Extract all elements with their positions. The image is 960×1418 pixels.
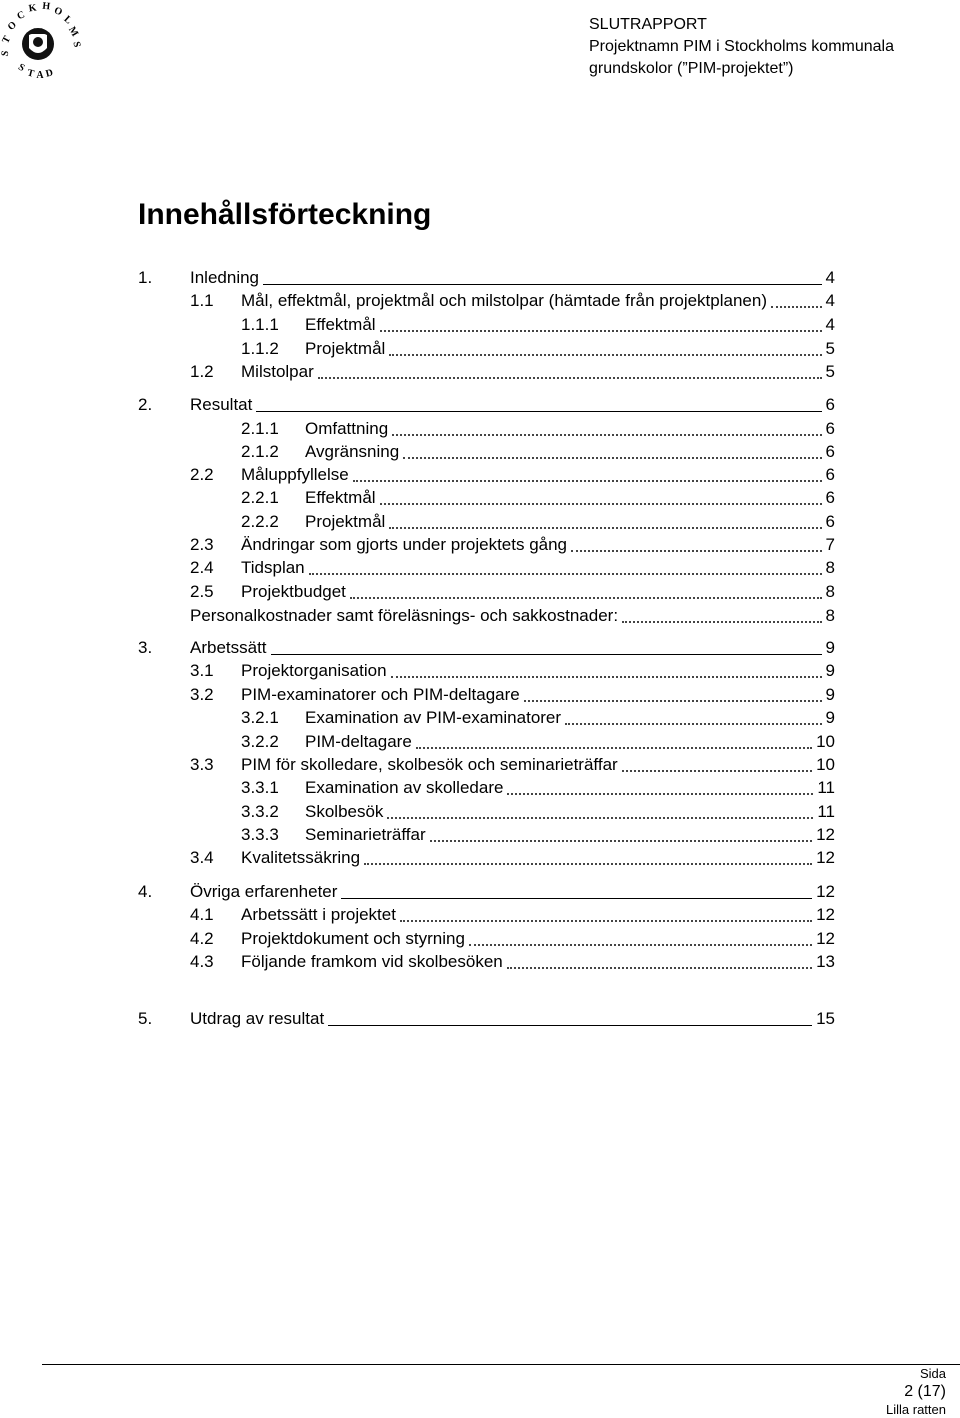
toc-entry[interactable] [241, 313, 835, 337]
svg-text:S: S [0, 49, 12, 58]
toc-entry-number: 3. [138, 638, 153, 657]
svg-text:H: H [41, 0, 51, 13]
toc-entry[interactable] [241, 800, 835, 824]
toc-entry-title: Projektorganisation [241, 661, 387, 680]
toc-entry-number: 3.2.1 [241, 708, 279, 727]
toc-entry-title: Måluppfyllelse [241, 465, 349, 484]
toc-entry[interactable] [241, 337, 835, 361]
toc-entry-title: Inledning [190, 268, 260, 287]
toc-leader-dots [565, 706, 822, 725]
toc-entry[interactable] [190, 659, 835, 683]
svg-text:M: M [66, 24, 81, 39]
toc-entry-page: 5 [825, 362, 835, 381]
toc-entry[interactable] [138, 880, 835, 904]
toc-entry-title: Ändringar som gjorts under projektets gång [241, 535, 568, 554]
toc-entry-page: 12 [816, 882, 835, 901]
toc-entry-title: Examination av skolledare [305, 778, 504, 797]
toc-entry-number: 2.3 [190, 535, 214, 554]
toc-entry-number: 3.2.2 [241, 732, 279, 751]
toc-entry[interactable] [190, 846, 835, 870]
toc-entry-page: 10 [816, 732, 835, 751]
svg-text:T: T [26, 67, 36, 80]
toc-entry-page: 6 [825, 395, 835, 414]
svg-text:T: T [0, 34, 14, 46]
svg-text:D: D [44, 67, 55, 80]
toc-entry[interactable] [190, 533, 835, 557]
toc-entry[interactable] [241, 730, 835, 754]
toc-entry-number: 1.2 [190, 362, 214, 381]
toc-entry-number: 1. [138, 268, 153, 287]
toc-entry-title: Kvalitetssäkring [241, 848, 361, 867]
toc-entry-page: 7 [825, 535, 835, 554]
toc-leader-dots [771, 289, 822, 308]
svg-text:L: L [61, 13, 74, 27]
toc-entry-title: PIM för skolledare, skolbesök och seminarieträffar [241, 755, 618, 774]
toc-entry-title: Projektdokument och styrning [241, 929, 465, 948]
toc-entry[interactable] [241, 776, 835, 800]
toc-leader-dots [380, 313, 822, 332]
toc-entry-page: 6 [825, 419, 835, 438]
toc-entry[interactable] [190, 753, 835, 777]
report-header [589, 14, 949, 80]
page-number: 2 (17) [904, 1383, 946, 1400]
toc-entry-number: 1.1.1 [241, 315, 279, 334]
toc-entry-page: 4 [825, 315, 835, 334]
toc-entry[interactable] [190, 289, 835, 313]
toc-entry-number: 2.1.2 [241, 442, 279, 461]
toc-entry-page: 4 [825, 291, 835, 310]
toc-entry-title: Milstolpar [241, 362, 314, 381]
toc-leader-dots [353, 463, 822, 482]
toc-leader-dots [389, 337, 822, 356]
toc-leader-dots [400, 903, 812, 922]
toc-entry-number: 3.3.1 [241, 778, 279, 797]
toc-entry[interactable] [190, 604, 835, 628]
svg-text:K: K [28, 2, 38, 15]
toc-leader-dots [389, 510, 822, 529]
toc-entry[interactable] [138, 636, 835, 660]
toc-entry-page: 6 [825, 465, 835, 484]
svg-text:C: C [15, 9, 27, 23]
toc-entry-title: Utdrag av resultat [190, 1009, 325, 1028]
toc-entry-page: 10 [816, 755, 835, 774]
toc-leader-dots [350, 580, 822, 599]
toc-entry[interactable] [241, 417, 835, 441]
toc-leader-line [263, 266, 822, 285]
toc-entry-title: Avgränsning [305, 442, 400, 461]
toc-leader-dots [309, 556, 822, 575]
toc-entry[interactable] [241, 440, 835, 464]
toc-leader-dots [403, 440, 822, 459]
toc-entry-title: PIM-deltagare [305, 732, 412, 751]
toc-entry[interactable] [241, 706, 835, 730]
toc-entry-title: Personalkostnader samt föreläsnings- och sakkostnader: [190, 606, 619, 625]
project-subtitle: grundskolor (”PIM-projektet”) [589, 60, 794, 77]
toc-entry-number: 4.2 [190, 929, 214, 948]
toc-entry-number: 4.3 [190, 952, 214, 971]
toc-leader-dots [392, 417, 822, 436]
toc-entry-number: 5. [138, 1009, 153, 1028]
svg-text:A: A [36, 70, 44, 81]
toc-entry[interactable] [138, 1007, 835, 1031]
toc-entry-page: 8 [825, 582, 835, 601]
toc-entry[interactable] [190, 950, 835, 974]
toc-leader-dots [364, 846, 812, 865]
toc-leader-dots [318, 360, 822, 379]
toc-leader-dots [469, 927, 812, 946]
toc-entry-title: Resultat [190, 395, 253, 414]
toc-entry-page: 8 [825, 606, 835, 625]
toc-entry-title: Effektmål [305, 488, 376, 507]
toc-entry-number: 2.5 [190, 582, 214, 601]
toc-entry-page: 12 [816, 905, 835, 924]
toc-entry-page: 9 [825, 685, 835, 704]
project-name: Projektnamn PIM i Stockholms kommunala [589, 38, 894, 55]
toc-entry[interactable] [190, 927, 835, 951]
toc-leader-dots [571, 533, 822, 552]
toc-entry-number: 2.4 [190, 558, 214, 577]
footer-divider [42, 1364, 960, 1365]
toc-entry[interactable] [138, 266, 835, 290]
toc-leader-line [271, 636, 822, 655]
toc-leader-dots [380, 486, 822, 505]
toc-entry-title: Arbetssätt i projektet [241, 905, 396, 924]
toc-entry-page: 9 [825, 638, 835, 657]
toc-entry-page: 6 [825, 512, 835, 531]
toc-entry-number: 2.1.1 [241, 419, 279, 438]
toc-entry-page: 12 [816, 825, 835, 844]
toc-entry[interactable] [190, 360, 835, 384]
svg-text:O: O [5, 19, 19, 33]
toc-entry-title: Effektmål [305, 315, 376, 334]
toc-leader-dots [387, 800, 813, 819]
toc-entry[interactable] [241, 823, 835, 847]
toc-entry[interactable] [241, 510, 835, 534]
toc-entry-title: Arbetssätt [190, 638, 267, 657]
footer-section: Lilla ratten [886, 1402, 946, 1417]
toc-leader-line [341, 880, 812, 899]
toc-leader-dots [507, 950, 812, 969]
toc-entry-title: Examination av PIM-examinatorer [305, 708, 562, 727]
toc-leader-dots [622, 753, 812, 772]
toc-entry-page: 12 [816, 848, 835, 867]
toc-entry-title: Omfattning [305, 419, 389, 438]
toc-entry-page: 5 [825, 339, 835, 358]
toc-entry-page: 13 [816, 952, 835, 971]
toc-entry-title: Följande framkom vid skolbesöken [241, 952, 503, 971]
toc-leader-dots [416, 730, 812, 749]
toc-entry-title: Projektbudget [241, 582, 346, 601]
stockholms-stad-seal-icon [0, 0, 83, 81]
toc-entry-number: 3.1 [190, 661, 214, 680]
toc-entry-title: Mål, effektmål, projektmål och milstolpar (hämtade från projektplanen) [241, 291, 767, 310]
toc-entry-page: 6 [825, 488, 835, 507]
toc-entry-title: Skolbesök [305, 802, 384, 821]
toc-entry-page: 15 [816, 1009, 835, 1028]
toc-entry-title: Tidsplan [241, 558, 305, 577]
toc-entry-number: 1.1.2 [241, 339, 279, 358]
toc-leader-line [256, 393, 822, 412]
toc-entry[interactable] [241, 486, 835, 510]
toc-leader-dots [524, 683, 822, 702]
svg-text:O: O [52, 5, 64, 19]
toc-leader-dots [430, 823, 812, 842]
toc-entry[interactable] [190, 463, 835, 487]
toc-entry-number: 2.2.2 [241, 512, 279, 531]
toc-leader-line [328, 1007, 812, 1026]
toc-entry-title: Projektmål [305, 339, 386, 358]
toc-entry-title: Övriga erfarenheter [190, 882, 338, 901]
toc-entry-title: PIM-examinatorer och PIM-deltagare [241, 685, 520, 704]
toc-entry-number: 2.2 [190, 465, 214, 484]
toc-entry-number: 2. [138, 395, 153, 414]
toc-leader-dots [622, 604, 822, 623]
toc-entry[interactable] [190, 683, 835, 707]
footer-label: Sida [919, 1366, 946, 1381]
toc-leader-dots [391, 659, 822, 678]
toc-entry-page: 9 [825, 708, 835, 727]
toc-entry-number: 1.1 [190, 291, 214, 310]
toc-entry-page: 8 [825, 558, 835, 577]
svg-text:S: S [16, 61, 27, 74]
toc-entry-number: 3.3.3 [241, 825, 279, 844]
toc-entry-title: Seminarieträffar [305, 825, 426, 844]
toc-entry-number: 3.4 [190, 848, 214, 867]
toc-entry-page: 12 [816, 929, 835, 948]
toc-entry-page: 11 [817, 802, 835, 821]
svg-text:S: S [70, 40, 83, 49]
toc-entry[interactable] [190, 556, 835, 580]
toc-entry-number: 2.2.1 [241, 488, 279, 507]
toc-leader-dots [507, 776, 813, 795]
toc-entry[interactable] [190, 580, 835, 604]
toc-entry-page: 6 [825, 442, 835, 461]
toc-entry-title: Projektmål [305, 512, 386, 531]
report-type: SLUTRAPPORT [589, 16, 707, 33]
toc-entry-number: 4.1 [190, 905, 214, 924]
toc-entry-page: 4 [825, 268, 835, 287]
toc-entry[interactable] [138, 393, 835, 417]
toc-entry-number: 3.3 [190, 755, 214, 774]
toc-entry-number: 3.2 [190, 685, 214, 704]
toc-entry-page: 11 [817, 778, 835, 797]
toc-entry-number: 3.3.2 [241, 802, 279, 821]
page-footer [886, 1366, 946, 1418]
toc-entry[interactable] [190, 903, 835, 927]
toc-entry-number: 4. [138, 882, 153, 901]
page-title: Innehållsförteckning [138, 198, 432, 231]
toc-entry-page: 9 [825, 661, 835, 680]
